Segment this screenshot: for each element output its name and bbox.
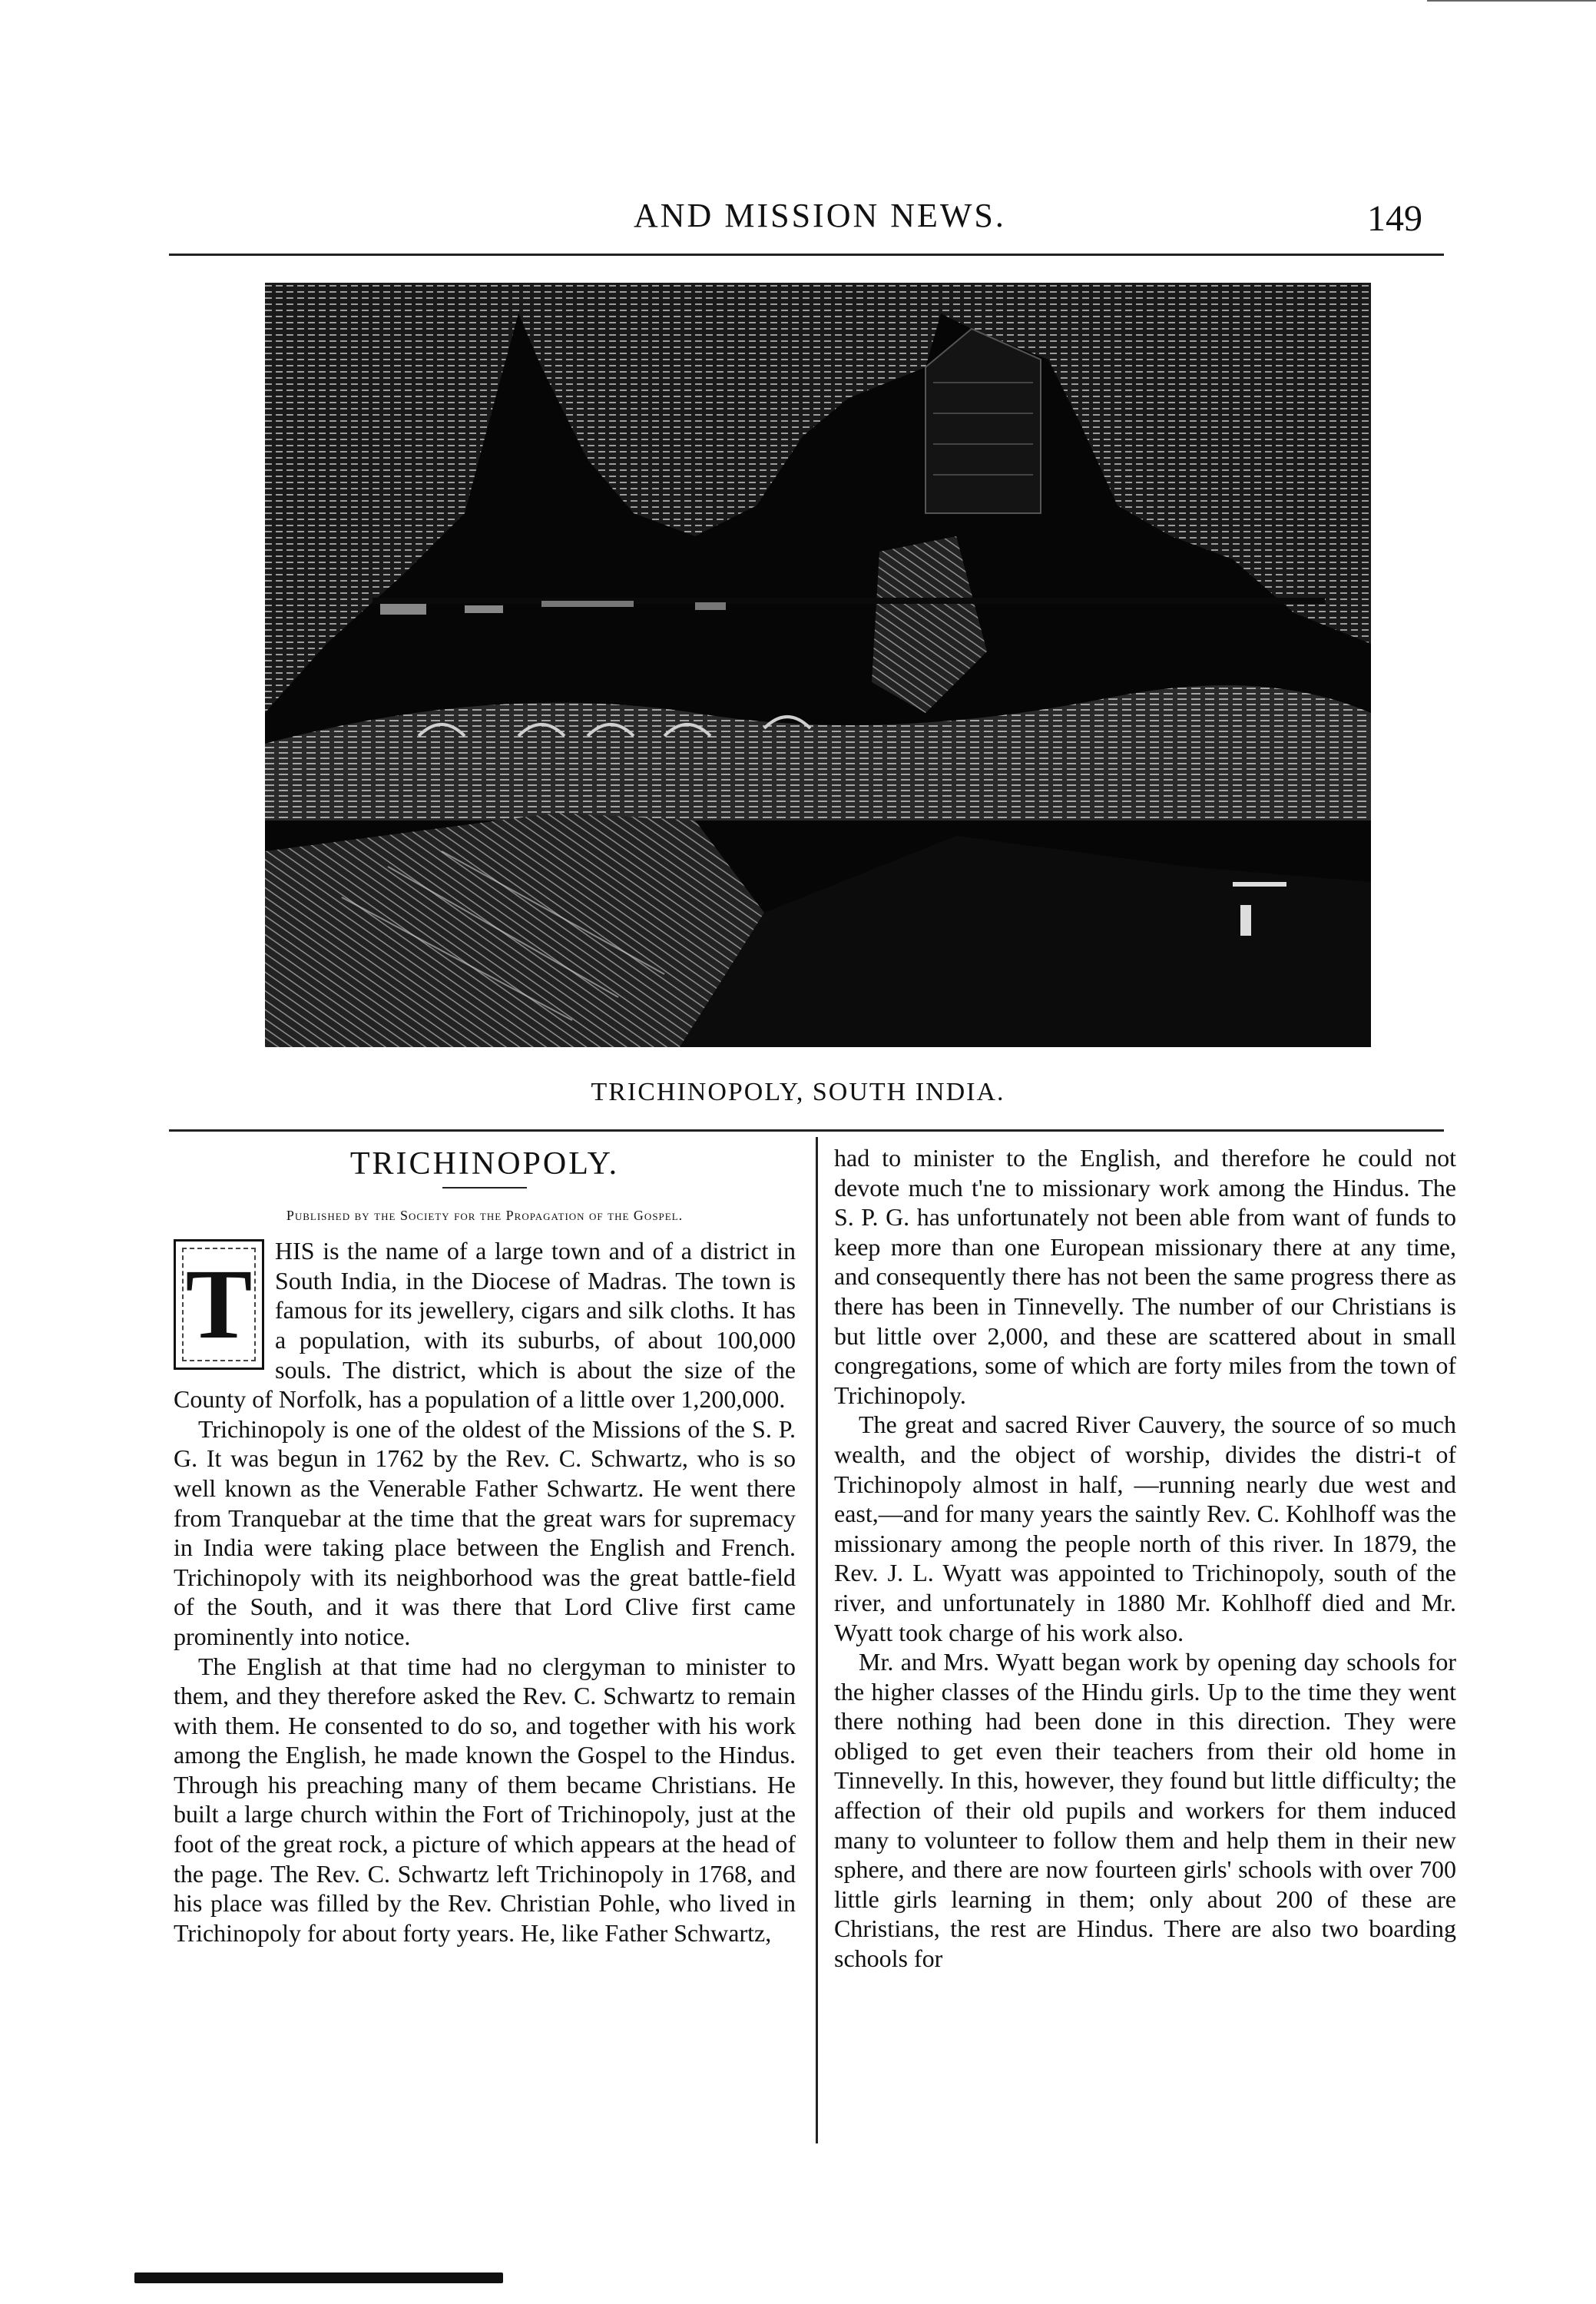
- article-title: TRICHINOPOLY.: [349, 1146, 620, 1182]
- running-title: AND MISSION NEWS.: [634, 197, 1006, 234]
- header-rule: [169, 254, 1444, 256]
- paragraph-text: HIS is the name of a large town and of a district in South India, in the Diocese of Madras. The town is famous for its jewellery, cigars and silk cloths. It has a population, with its suburbs, of about 100,000 souls. The district, which is about the size of the County of Norfolk, has a population of a little over 1,200,000.: [174, 1237, 796, 1414]
- engraving-illustration: [265, 283, 1371, 1047]
- paragraph-3: The English at that time had no clergyman to minister to them, and they therefore asked the Rev. C. Schwartz to remain with them. He consented to do so, and together with his work among the English, he made known the Gospel to the Hindus. Through his preaching many of them became Christians. He built a large church within the Fort of Trichinopoly, just at the foot of the great rock, a picture of which appears at the head of the page. The Rev. C. Schwartz left Trichinopoly in 1768, and his place was filled by the Rev. Christian Pohle, who lived in Trichinopoly for about forty years. He, like Father Schwartz,: [174, 1652, 796, 1947]
- print-mark: [1427, 0, 1596, 2]
- paragraph-4: had to minister to the English, and therefore he could not devote much t'ne to missionary work among the Hindus. The S. P. G. has unfortunately not been able from want of funds to keep more than one European missionary there at any time, and consequently there has not been the same progress there as there has been in Tinnevelly. The number of our Christians is but little over 2,000, and these are scattered about in small congregations, some of which are forty miles from the town of Trichinopoly.: [834, 1144, 1456, 1409]
- running-head: [0, 196, 1596, 242]
- rock-fort-engraving: [265, 283, 1371, 1047]
- figure-caption: TRICHINOPOLY, SOUTH INDIA.: [591, 1078, 1005, 1106]
- left-column: [174, 1143, 796, 1948]
- paragraph-5: The great and sacred River Cauvery, the source of so much wealth, and the object of worship, divides the distri-t of Trichinopoly almost in half, —running nearly due west and east,—and for many years the saintly Rev. C. Kohlhoff was the missionary among the people north of this river. In 1879, the Rev. J. L. Wyatt was appointed to Trichinopoly, south of the river, and unfortunately in 1880 Mr. Kohlhoff died and Mr. Wyatt took charge of his work also.: [834, 1411, 1456, 1646]
- paragraph-2: Trichinopoly is one of the oldest of the Missions of the S. P. G. It was begun in 1762 by the Rev. C. Schwartz, who is so well known as the Venerable Father Schwartz. He went there from Tranquebar at the time that the great wars for supremacy in India were taking place between the English and French. Trichinopoly with its neighborhood was the great battle-field of the South, and it was there that Lord Clive first came prominently into notice.: [174, 1414, 796, 1650]
- article-byline: Published by the Society for the Propagation of the Gospel.: [286, 1207, 684, 1223]
- section-rule: [169, 1129, 1444, 1132]
- right-column: [834, 1143, 1456, 1974]
- column-divider: [816, 1137, 818, 2143]
- paragraph-6: Mr. and Mrs. Wyatt began work by opening day schools for the higher classes of the Hindu girls. Up to the time they went there nothing had been done in this direction. They were obliged to get even their teachers from their old home in Tinnevelly. In this, however, they found but little difficulty; the affection of their old pupils and workers for them induced many to volunteer to follow them and help them in their new sphere, and there are now fourteen girls' schools with over 700 little girls learning in them; only about 200 of these are Christians, the rest are Hindus. There are also two boarding schools for: [834, 1648, 1456, 1973]
- paragraph-1: [174, 1236, 796, 1414]
- dropcap-letter: T: [185, 1248, 253, 1360]
- print-smudge: [134, 2273, 503, 2283]
- page-number: 149: [1367, 198, 1422, 239]
- ornamental-dropcap: [174, 1239, 264, 1370]
- title-rule: [442, 1187, 527, 1188]
